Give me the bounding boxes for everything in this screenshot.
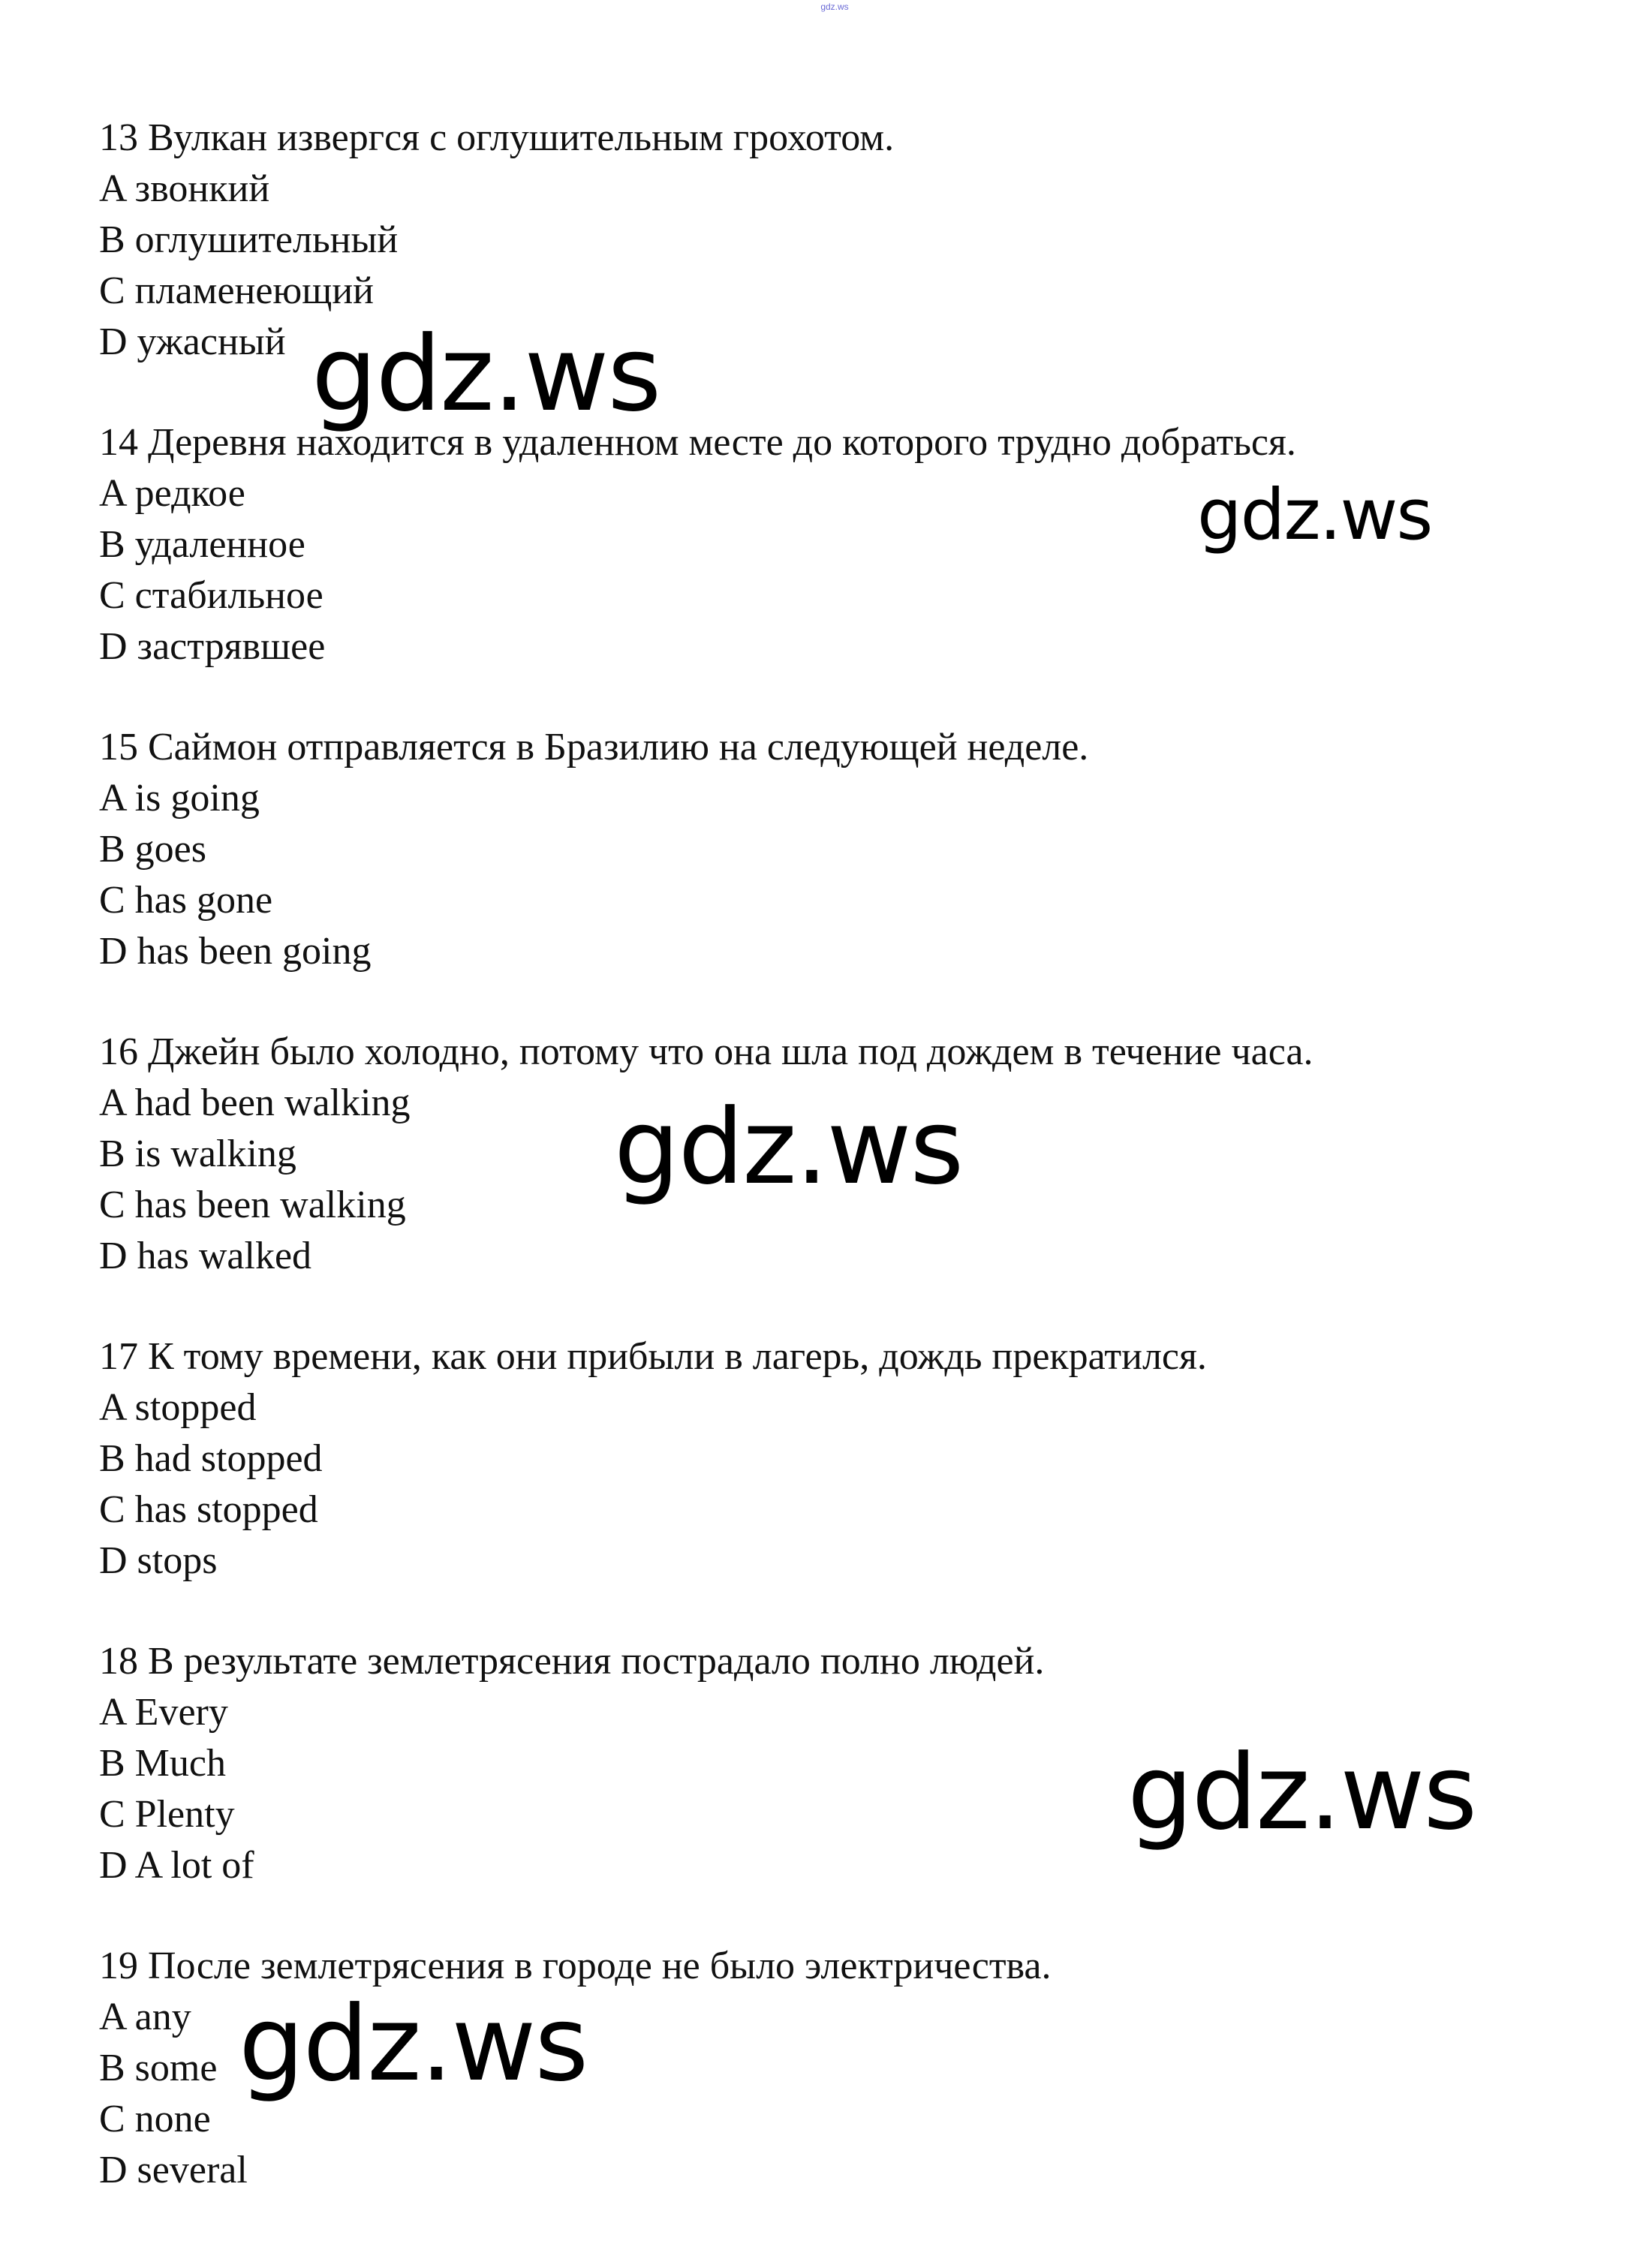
option-a: A is going: [99, 777, 260, 820]
watermark: gdz.ws: [614, 1087, 963, 1208]
option-a: A had been walking: [99, 1081, 411, 1124]
option-b: B оглушительный: [99, 218, 399, 261]
question-text: 16 Джейн было холодно, потому что она шла под дождем в течение часа.: [99, 1030, 1313, 1073]
option-a: A звонкий: [99, 167, 270, 210]
option-a: A Every: [99, 1691, 228, 1734]
question-text: 14 Деревня находится в удаленном месте до которого трудно добраться.: [99, 421, 1296, 464]
option-c: C has been walking: [99, 1184, 406, 1226]
answer-options: [99, 773, 1570, 977]
watermark: gdz.ws: [1197, 474, 1432, 556]
option-a: A any: [99, 1996, 191, 2038]
question-text: 17 К тому времени, как они прибыли в лагерь, дождь прекратился.: [99, 1335, 1207, 1378]
option-c: C none: [99, 2098, 211, 2140]
question-17: [99, 1331, 1570, 1587]
option-c: C пламенеющий: [99, 269, 374, 312]
watermark: gdz.ws: [311, 314, 661, 435]
watermark: gdz.ws: [1127, 1732, 1476, 1853]
watermark: gdz.ws: [239, 1984, 588, 2104]
option-b: B had stopped: [99, 1437, 323, 1480]
option-b: B some: [99, 2047, 218, 2089]
option-a: A редкое: [99, 472, 245, 515]
answer-options: [99, 1382, 1570, 1587]
question-15: [99, 722, 1570, 977]
option-d: D ужасный: [99, 320, 286, 363]
option-d: D застрявшее: [99, 625, 326, 668]
option-c: C Plenty: [99, 1793, 235, 1836]
option-b: B is walking: [99, 1132, 296, 1175]
option-d: D stops: [99, 1539, 218, 1582]
option-c: C has stopped: [99, 1488, 318, 1531]
option-b: B удаленное: [99, 523, 305, 566]
option-c: C стабильное: [99, 574, 323, 617]
question-text: 13 Вулкан извергся с оглушительным грохотом.: [99, 116, 895, 159]
option-a: A stopped: [99, 1386, 257, 1429]
option-d: D has been going: [99, 930, 372, 973]
question-text: 19 После землетрясения в городе не было электричества.: [99, 1945, 1052, 1987]
question-text: 15 Саймон отправляется в Бразилию на следующей неделе.: [99, 726, 1089, 769]
header-watermark: gdz.ws: [820, 2, 849, 12]
option-b: B goes: [99, 828, 206, 871]
option-c: C has gone: [99, 879, 273, 922]
option-d: D has walked: [99, 1235, 312, 1277]
option-d: D several: [99, 2149, 248, 2191]
option-b: B Much: [99, 1742, 226, 1785]
question-text: 18 В результате землетрясения пострадало полно людей.: [99, 1640, 1045, 1683]
option-d: D A lot of: [99, 1844, 254, 1887]
